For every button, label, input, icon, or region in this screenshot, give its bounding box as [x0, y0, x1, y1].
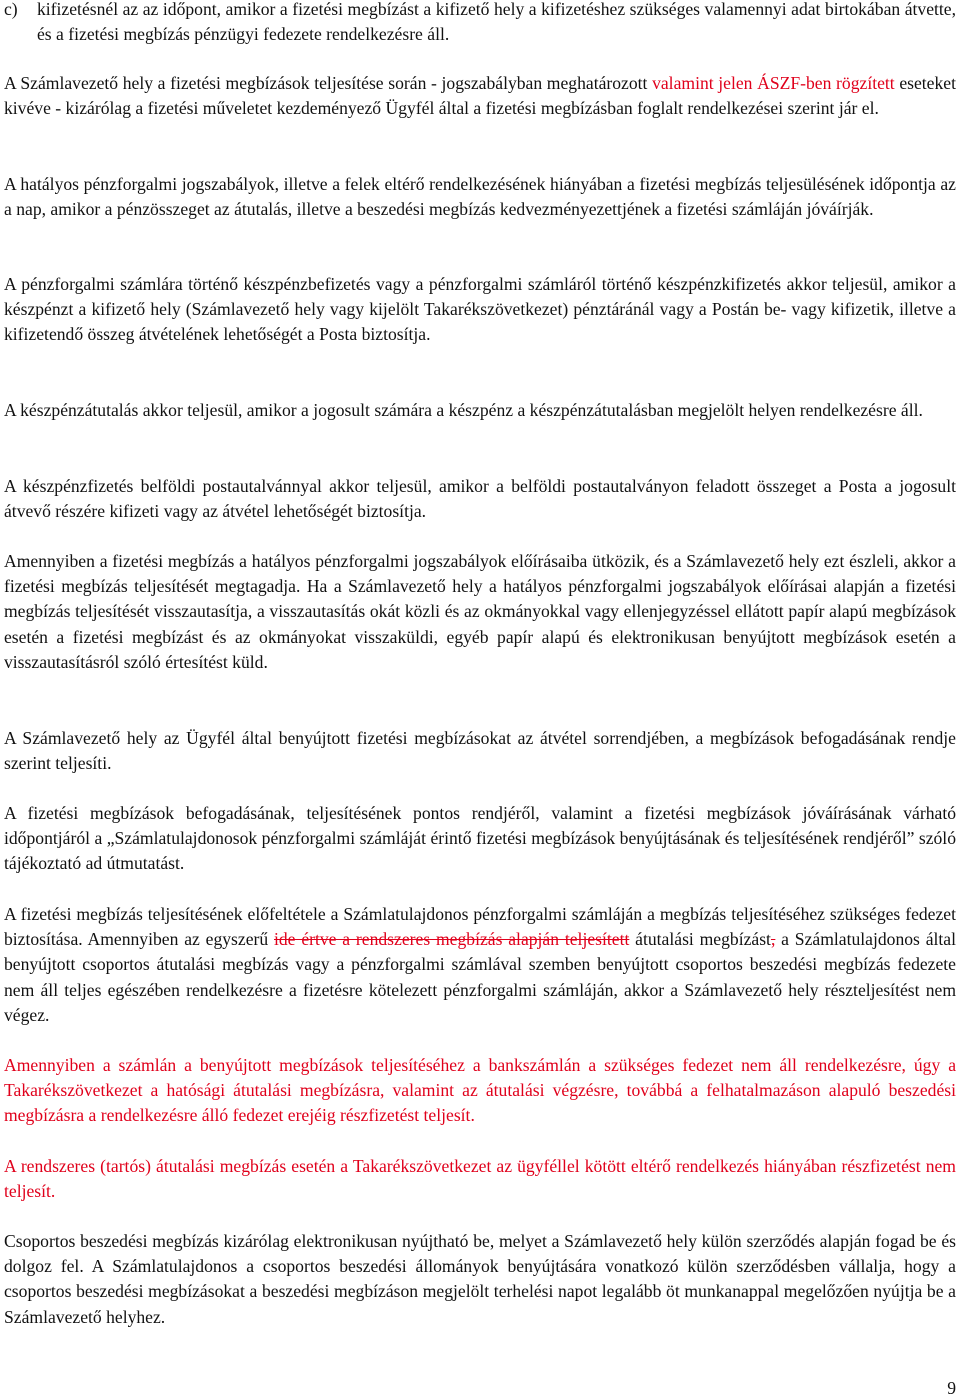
paragraph-6: [4, 549, 956, 675]
paragraph-7-text: A Számlavezető hely az Ügyfél által benyújtott fizetési megbízásokat az átvétel sorrendjében, a megbízások befogadásának rendje szerint teljesíti.: [4, 728, 956, 774]
paragraph-9-part-e: a Számlatulajdonos által benyújtott csoportos átutalási megbízás vagy a pénzforgalmi számlával szemben benyújtott csoportos beszedési megbízás fedezete nem áll teljes egészében rendelkezésre a fizetésre kötelezett pénzforgalmi számláján, akkor a Számlavezető hely részteljesítést nem végez.: [4, 929, 956, 1025]
list-item-label: c): [4, 0, 18, 19]
paragraph-9: [4, 902, 956, 1028]
paragraph-11-inserted-text: A rendszeres (tartós) átutalási megbízás esetén a Takarékszövetkezet az ügyféllel kötött eltérő rendelkezés hiányában részfizetést nem teljesít.: [4, 1156, 956, 1202]
paragraph-2-text: A hatályos pénzforgalmi jogszabályok, illetve a felek eltérő rendelkezésének hiányában a fizetési megbízás teljesülésének időpontja az a nap, amikor a pénzösszeget az átutalás, illetve a beszedési megbízás kedvezményezettjének a fizetési számláján jóváírják.: [4, 174, 956, 220]
paragraph-1-inserted-text: valamint jelen ÁSZF-ben rögzített: [652, 73, 895, 93]
paragraph-1-part-a: A Számlavezető hely a fizetési megbízások teljesítése során - jogszabályban meghatározott: [4, 73, 653, 93]
list-item-c-text: [4, 0, 956, 47]
list-item-body: kifizetésnél az az időpont, amikor a fizetési megbízást a kifizető hely a kifizetéshez szükséges valamennyi adat birtokában átvette, és a fizetési megbízás pénzügyi fedezete rendelkezésre áll.: [37, 0, 956, 45]
paragraph-10-inserted-text: Amennyiben a számlán a benyújtott megbízások teljesítéséhez a bankszámlán a szükséges fedezet nem áll rendelkezésre, úgy a Takarékszövetkezet a hatósági átutalási megbízásra, valamint az átutalási végzésre, továbbá a felhatalmazáson alapuló beszedési megbízásra a rendelkezésre álló fedezet erejéig részfizetést teljesít.: [4, 1055, 956, 1126]
paragraph-1-text: [4, 71, 956, 121]
paragraph-12: [4, 1229, 956, 1330]
paragraph-9-part-c: átutalási megbízást: [629, 929, 771, 950]
paragraph-3: [4, 272, 956, 348]
list-item-c: [4, 0, 956, 47]
paragraph-4: [4, 398, 956, 423]
paragraph-10: [4, 1053, 956, 1129]
paragraph-9-deleted-text: ide értve a rendszeres megbízás alapján teljesített: [274, 929, 630, 950]
paragraph-1-part-c: eseteket kivéve - kizárólag a fizetési műveletet kezdeményező Ügyfél által a fizetési megbízásban foglalt rendelkezései szerint jár el.: [4, 73, 956, 119]
paragraph-9-text: [4, 902, 956, 1028]
paragraph-9-deleted-comma: ,: [770, 929, 776, 950]
paragraph-11: [4, 1154, 956, 1204]
paragraph-6-text: Amennyiben a fizetési megbízás a hatályos pénzforgalmi jogszabályok előírásaiba ütközik, és a Számlavezető hely ezt észleli, akkor a fizetési megbízás teljesítését megtagadja. Ha a Számlavezető hely a hatályos pénzforgalmi jogszabályok előírásai alapján a fizetési megbízás teljesítését visszautasítja, a visszautasítás okát közli és az okmányokkal vagy ellenjegyzéssel ellátott papír alapú megbízások esetén a fizetési megbízást és az okmányokat visszaküldi, egyéb papír alapú és elektronikusan benyújtott megbízások esetén a visszautasításról szóló értesítést küld.: [4, 551, 956, 672]
paragraph-4-text: A készpénzátutalás akkor teljesül, amikor a jogosult számára a készpénz a készpénzátutalásban megjelölt helyen rendelkezésre áll.: [4, 400, 923, 420]
paragraph-3-text: A pénzforgalmi számlára történő készpénzbefizetés vagy a pénzforgalmi számláról történő készpénzkifizetés akkor teljesül, amikor a készpénzt a kifizető hely (Számlavezető hely vagy kijelölt Takarékszövetkezet) pénztáránál vagy a Postán be- vagy kifizetik, illetve a kifizetendő összeg átvételének lehetőségét a Posta biztosítja.: [4, 274, 956, 345]
paragraph-5-text: A készpénzfizetés belföldi postautalvánnyal akkor teljesül, amikor a belföldi postautalványon feladott összeget a Posta a jogosult átvevő részére kifizeti vagy az átvétel lehetőségét biztosítja.: [4, 476, 956, 522]
paragraph-8: [4, 801, 956, 877]
paragraph-8-text: A fizetési megbízások befogadásának, teljesítésének pontos rendjéről, valamint a fizetési megbízások jóváírásának várható időpontjáról a „Számlatulajdonosok pénzforgalmi számláját érintő fizetési megbízások benyújtásának és teljesítésének rendjéről” szóló tájékoztató ad útmutatást.: [4, 803, 956, 874]
paragraph-2: [4, 172, 956, 222]
page-number: 9: [947, 1378, 956, 1398]
paragraph-7: [4, 726, 956, 776]
paragraph-5: [4, 474, 956, 524]
paragraph-9-part-a: A fizetési megbízás teljesítésének előfeltétele a Számlatulajdonos pénzforgalmi számláján a megbízás teljesítéséhez szükséges fedezet biztosítása. Amennyiben az egyszerű: [4, 904, 956, 950]
paragraph-1: [4, 71, 956, 121]
paragraph-12-text: Csoportos beszedési megbízás kizárólag elektronikusan nyújtható be, melyet a Számlavezető hely külön szerződés alapján fogad be és dolgoz fel. A Számlatulajdonos a csoportos beszedési állományok benyújtására vonatkozó külön szerződésben vállalja, hogy a csoportos beszedési megbízásokat a beszedési megbízáson megjelölt terhelési napot legalább öt munkanappal megelőzően nyújtja be a Számlavezető helyhez.: [4, 1231, 956, 1327]
